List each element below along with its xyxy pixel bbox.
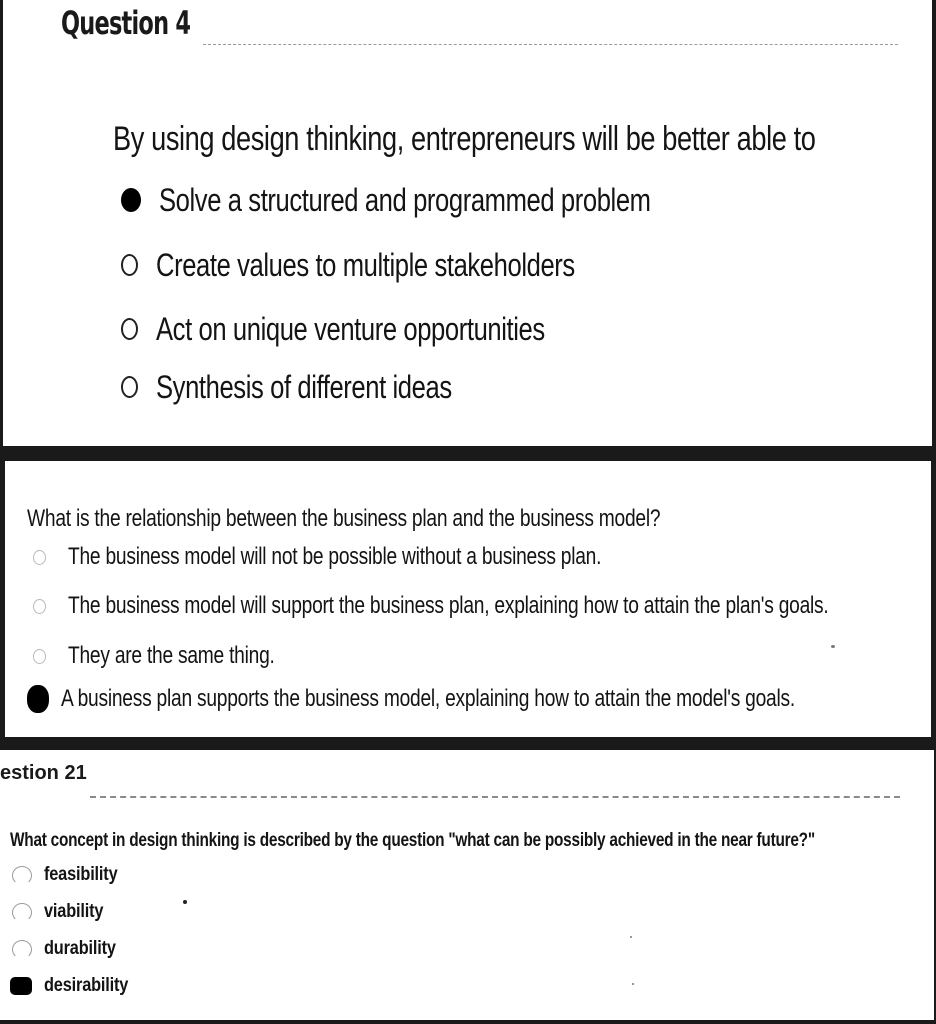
p2-option-2-label: The business model will support the business plan, explaining how to attain the plan's goals. — [68, 592, 829, 619]
p2-option-4-label: A business plan supports the business model, explaining how to attain the model's goals. — [61, 685, 795, 712]
q21-option-viability[interactable] — [12, 899, 113, 925]
radio-empty-icon[interactable] — [12, 940, 32, 959]
q21-option-2-label: viability — [44, 901, 104, 922]
question-21-text: What concept in design thinking is described by the question "what can be possibly achieved in the near future?" — [10, 830, 815, 851]
q21-option-desirability[interactable] — [12, 973, 142, 999]
radio-empty-icon[interactable] — [121, 376, 138, 398]
question-4-text: By using design thinking, entrepreneurs will be better able to — [113, 120, 816, 158]
radio-empty-icon[interactable] — [33, 550, 46, 565]
q4-option-3[interactable] — [121, 309, 642, 349]
radio-empty-icon[interactable] — [12, 903, 32, 922]
radio-selected-icon[interactable] — [10, 977, 32, 995]
business-plan-question-panel — [0, 456, 936, 742]
q4-option-2[interactable] — [121, 245, 680, 285]
p2-option-4[interactable] — [27, 683, 936, 715]
question-4-panel — [0, 0, 936, 446]
q4-option-4-label: Synthesis of different ideas — [156, 368, 452, 405]
q4-option-1[interactable] — [121, 180, 773, 220]
p2-option-3-label: They are the same thing. — [68, 642, 275, 669]
title-divider — [203, 44, 898, 45]
p2-option-1[interactable] — [27, 541, 735, 573]
radio-selected-icon[interactable] — [121, 188, 141, 212]
q21-option-1-label: feasibility — [44, 864, 118, 885]
q4-option-4[interactable] — [121, 367, 526, 407]
title-divider — [90, 796, 900, 798]
q21-option-4-label: desirability — [44, 975, 129, 996]
q21-option-durability[interactable] — [12, 936, 128, 962]
q4-option-1-label: Solve a structured and programmed problem — [159, 181, 651, 218]
scan-speck — [183, 900, 187, 904]
scan-speck — [632, 983, 634, 985]
business-plan-question-text: What is the relationship between the business plan and the business model? — [27, 505, 661, 532]
q4-option-3-label: Act on unique venture opportunities — [156, 310, 545, 347]
q21-option-feasibility[interactable] — [12, 862, 129, 888]
radio-empty-icon[interactable] — [121, 318, 138, 340]
p2-option-1-label: The business model will not be possible without a business plan. — [68, 543, 602, 570]
p2-option-2[interactable] — [27, 590, 936, 622]
radio-empty-icon[interactable] — [121, 254, 138, 276]
question-21-title: estion 21 — [0, 762, 87, 784]
question-4-title: Question 4 — [61, 4, 191, 42]
radio-selected-icon[interactable] — [27, 685, 49, 713]
p2-option-3[interactable] — [27, 640, 326, 672]
scan-speck — [831, 645, 835, 648]
scan-speck — [630, 936, 632, 938]
radio-empty-icon[interactable] — [33, 599, 46, 614]
radio-empty-icon[interactable] — [33, 649, 46, 664]
radio-empty-icon[interactable] — [12, 866, 32, 885]
q4-option-2-label: Create values to multiple stakeholders — [156, 246, 575, 283]
q21-option-3-label: durability — [44, 938, 116, 959]
question-21-panel — [0, 748, 936, 1024]
